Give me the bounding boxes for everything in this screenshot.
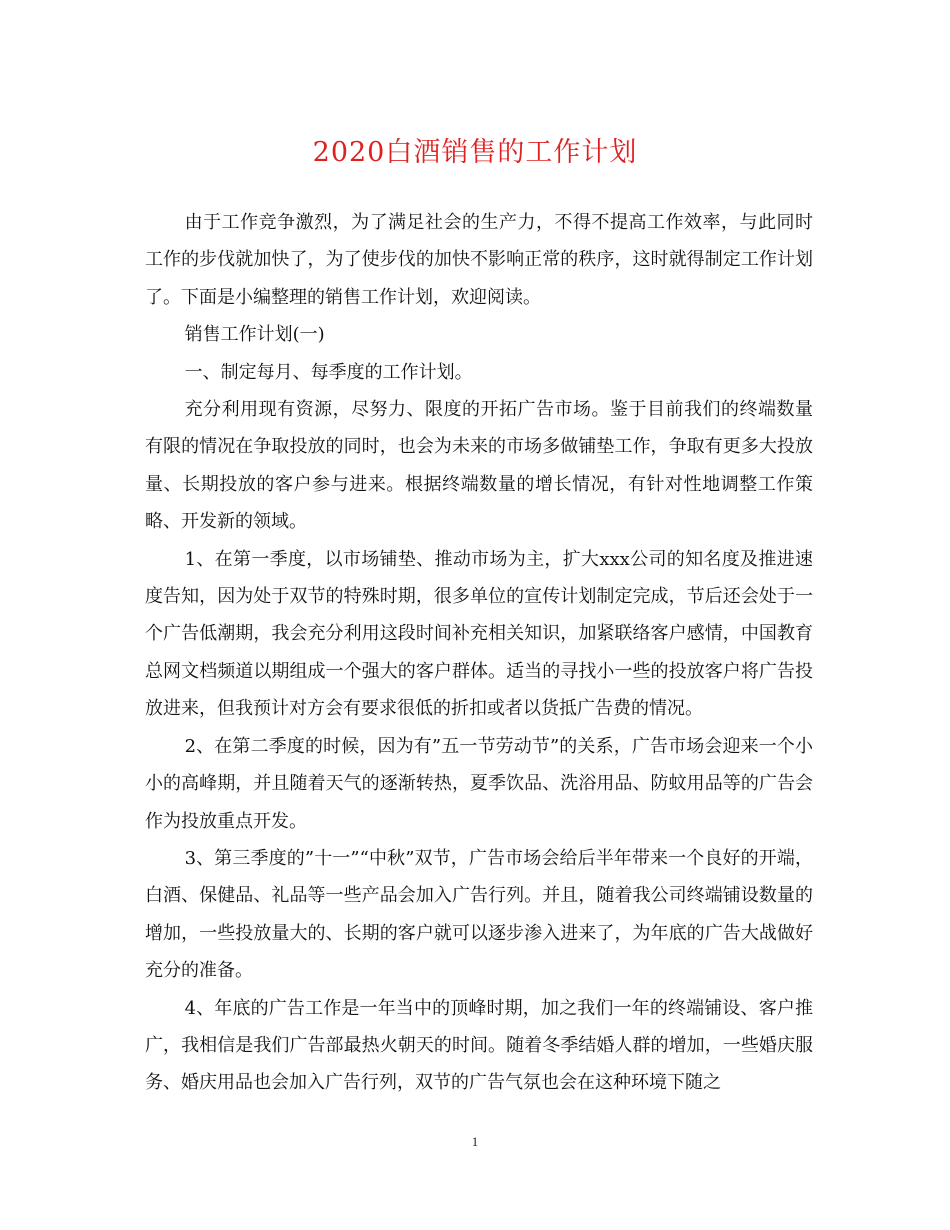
subsection-heading: 一、制定每月、每季度的工作计划。	[184, 361, 473, 383]
document-title: 2020白酒销售的工作计划	[312, 137, 638, 168]
paragraph-q2: 2、在第二季度的时候，因为有”五一节劳动节”的关系，广告市场会迎来一个小小的高峰期，并且随着天气的逐渐转热，夏季饮品、洗浴用品、防蚊用品等的广告会作为投放重点开发。	[145, 735, 813, 832]
document-body	[145, 204, 813, 1102]
page-number: 1	[471, 1134, 479, 1149]
paragraph-intro: 由于工作竞争激烈，为了满足社会的生产力，不得不提高工作效率，与此同时工作的步伐就加快了，为了使步伐的加快不影响正常的秩序，这时就得制定工作计划了。下面是小编整理的销售工作计划，欢迎阅读。	[145, 212, 813, 308]
paragraph-q1: 1、在第一季度，以市场铺垫、推动市场为主，扩大xxx公司的知名度及推进速度告知，因为处于双节的特殊时期，很多单位的宣传计划制定完成，节后还会处于一个广告低潮期，我会充分利用这段时间补充相关知识，加紧联络客户感情，中国教育总网文档频道以期组成一个强大的客户群体。适当的寻找小一些的投放客户将广告投放进来，但我预计对方会有要求很低的折扣或者以货抵广告费的情况。	[145, 548, 813, 720]
paragraph-q4: 4、年底的广告工作是一年当中的顶峰时期，加之我们一年的终端铺设、客户推广，我相信是我们广告部最热火朝天的时间。随着冬季结婚人群的增加，一些婚庆服务、婚庆用品也会加入广告行列，双节的广告气氛也会在这种环境下随之	[145, 997, 813, 1094]
paragraph: 充分利用现有资源，尽努力、限度的开拓广告市场。鉴于目前我们的终端数量有限的情况在争取投放的同时，也会为未来的市场多做铺垫工作，争取有更多大投放量、长期投放的客户参与进来。根据终端数量的增长情况，有针对性地调整工作策略、开发新的领域。	[145, 399, 813, 533]
section-heading: 销售工作计划(一)	[184, 324, 325, 346]
paragraph-q3: 3、第三季度的”十一”“中秋”双节，广告市场会给后半年带来一个良好的开端，白酒、保健品、礼品等一些产品会加入广告行列。并且，随着我公司终端铺设数量的增加，一些投放量大的、长期的客户就可以逐步渗入进来了，为年底的广告大战做好充分的准备。	[145, 847, 813, 982]
